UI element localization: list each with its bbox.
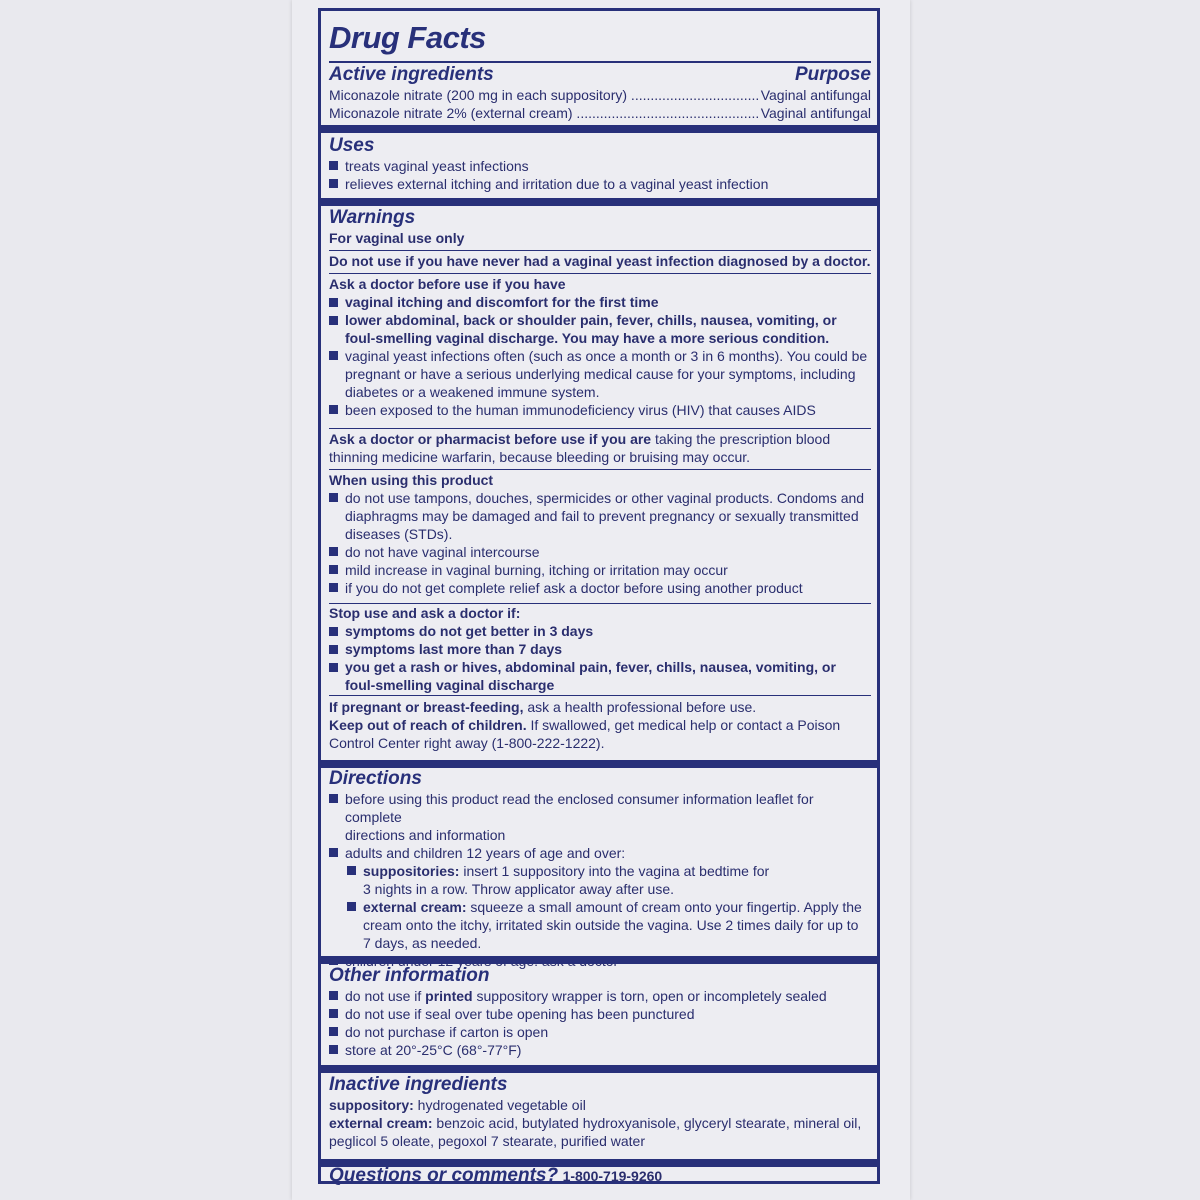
section-divider bbox=[321, 760, 877, 768]
ingredient-row bbox=[329, 86, 871, 104]
list-item: you get a rash or hives, abdominal pain, fever, chills, nausea, vomiting, or foul-smelling vaginal discharge bbox=[329, 658, 871, 694]
pharmacist-line-2: thinning medicine warfarin, because bleeding or bruising may occur. bbox=[329, 449, 751, 465]
list-item: before using this product read the enclosed consumer information leaflet for complete directions and information bbox=[329, 790, 871, 844]
inactive-ingredients-heading: Inactive ingredients bbox=[329, 1074, 508, 1095]
list-item: suppositories: insert 1 suppository into the vagina at bedtime for 3 nights in a row. Throw applicator away after use. bbox=[347, 862, 871, 898]
warnings-heading: Warnings bbox=[329, 207, 416, 228]
stop-use-heading: Stop use and ask a doctor if: bbox=[329, 605, 521, 621]
suppository-line: suppository: hydrogenated vegetable oil bbox=[329, 1097, 586, 1113]
section-divider bbox=[321, 125, 877, 133]
vaginal-use-only: For vaginal use only bbox=[329, 230, 465, 246]
when-using-heading: When using this product bbox=[329, 472, 494, 488]
active-ingredients-heading: Active ingredients bbox=[329, 64, 494, 85]
title-divider bbox=[329, 61, 871, 63]
pharmacist-bold: Ask a doctor or pharmacist before use if you are bbox=[329, 431, 652, 447]
do-not-use-warning: Do not use if you have never had a vaginal yeast infection diagnosed by a doctor. bbox=[329, 253, 871, 269]
list-item: do not have vaginal intercourse bbox=[329, 543, 871, 561]
keep-out-line-2: Control Center right away (1-800-222-1222). bbox=[329, 735, 605, 751]
drug-facts-title: Drug Facts bbox=[329, 21, 486, 55]
ask-doctor-heading: Ask a doctor before use if you have bbox=[329, 276, 566, 292]
ingredient-purpose: Vaginal antifungal bbox=[760, 105, 871, 121]
other-information-section bbox=[321, 965, 877, 1059]
questions-heading: Questions or comments? bbox=[329, 1165, 559, 1186]
list-item: treats vaginal yeast infections bbox=[329, 157, 871, 175]
do-not-use-block bbox=[321, 252, 877, 270]
ingredient-name: Miconazole nitrate 2% (external cream) ..... bbox=[329, 104, 759, 122]
list-item: adults and children 12 years of age and over: bbox=[329, 844, 871, 862]
subsection-divider bbox=[329, 695, 871, 696]
ingredient-purpose: Vaginal antifungal bbox=[760, 87, 871, 103]
phone-number: 1-800-719-9260 bbox=[562, 1168, 663, 1184]
list-item: do not use tampons, douches, spermicides or other vaginal products. Condoms and diaphragms may be damaged and fail to prevent pregnancy or sexually transmitted diseases (STDs). bbox=[329, 489, 871, 543]
ingredient-row bbox=[329, 104, 871, 122]
questions-section bbox=[321, 1165, 877, 1187]
list-item: mild increase in vaginal burning, itching or irritation may occur bbox=[329, 561, 871, 579]
list-item: symptoms last more than 7 days bbox=[329, 640, 871, 658]
directions-heading: Directions bbox=[329, 768, 422, 789]
cream-line-2: peglicol 5 oleate, pegoxol 7 stearate, purified water bbox=[329, 1133, 645, 1149]
section-divider bbox=[321, 198, 877, 206]
active-header-row bbox=[329, 64, 871, 86]
pharmacist-line-1 bbox=[329, 430, 871, 448]
list-item: relieves external itching and irritation due to a vaginal yeast infection bbox=[329, 175, 871, 193]
list-item: symptoms do not get better in 3 days bbox=[329, 622, 871, 640]
keep-out-line: Keep out of reach of children. If swallowed, get medical help or contact a Poison bbox=[329, 717, 841, 733]
ingredient-name: Miconazole nitrate (200 mg in each suppository) ..... bbox=[329, 86, 759, 104]
uses-section bbox=[321, 135, 877, 193]
drug-facts-box bbox=[318, 8, 880, 1184]
inactive-ingredients-section bbox=[321, 1074, 877, 1150]
uses-heading: Uses bbox=[329, 135, 375, 156]
warnings-section bbox=[321, 207, 877, 247]
section-divider bbox=[321, 956, 877, 964]
active-ingredients-body bbox=[321, 64, 877, 122]
pharmacist-text: taking the prescription blood bbox=[655, 431, 831, 447]
list-item: external cream: squeeze a small amount of cream onto your fingertip. Apply the cream onto the itchy, irritated skin outside the vagina. Use 2 times daily for up to 7 days, as needed. bbox=[347, 898, 871, 952]
list-item: vaginal itching and discomfort for the first time bbox=[329, 293, 871, 311]
list-item: if you do not get complete relief ask a doctor before using another product bbox=[329, 579, 871, 597]
subsection-divider bbox=[329, 250, 871, 251]
subsection-divider bbox=[329, 273, 871, 274]
purpose-heading: Purpose bbox=[794, 64, 871, 85]
directions-section bbox=[321, 768, 877, 970]
pharmacist-block bbox=[321, 430, 877, 466]
when-using-block bbox=[321, 471, 877, 597]
subsection-divider bbox=[329, 428, 871, 429]
list-item: do not use if seal over tube opening has been punctured bbox=[329, 1005, 871, 1023]
subsection-divider bbox=[329, 469, 871, 470]
list-item: vaginal yeast infections often (such as once a month or 3 in 6 months). You could be pregnant or have a serious underlying medical cause for your symptoms, including diabetes or a weakened immune system. bbox=[329, 347, 871, 401]
active-ingredients-section bbox=[321, 21, 877, 55]
pregnant-keepout-block bbox=[321, 698, 877, 752]
list-item: do not purchase if carton is open bbox=[329, 1023, 871, 1041]
stop-use-block bbox=[321, 604, 877, 694]
list-item: been exposed to the human immunodeficiency virus (HIV) that causes AIDS bbox=[329, 401, 871, 419]
list-item: store at 20°-25°C (68°-77°F) bbox=[329, 1041, 871, 1059]
section-divider bbox=[321, 1065, 877, 1073]
pregnant-line: If pregnant or breast-feeding, ask a health professional before use. bbox=[329, 699, 757, 715]
ask-doctor-block bbox=[321, 275, 877, 419]
list-item: do not use if printed suppository wrapper is torn, open or incompletely sealed bbox=[329, 987, 871, 1005]
other-information-heading: Other information bbox=[329, 965, 490, 986]
list-item: children under 12 years of age: ask a doctor bbox=[329, 952, 871, 970]
list-item: lower abdominal, back or shoulder pain, fever, chills, nausea, vomiting, or foul-smelling vaginal discharge. You may have a more serious condition. bbox=[329, 311, 871, 347]
cream-line: external cream: benzoic acid, butylated hydroxyanisole, glyceryl stearate, mineral oil, bbox=[329, 1115, 862, 1131]
